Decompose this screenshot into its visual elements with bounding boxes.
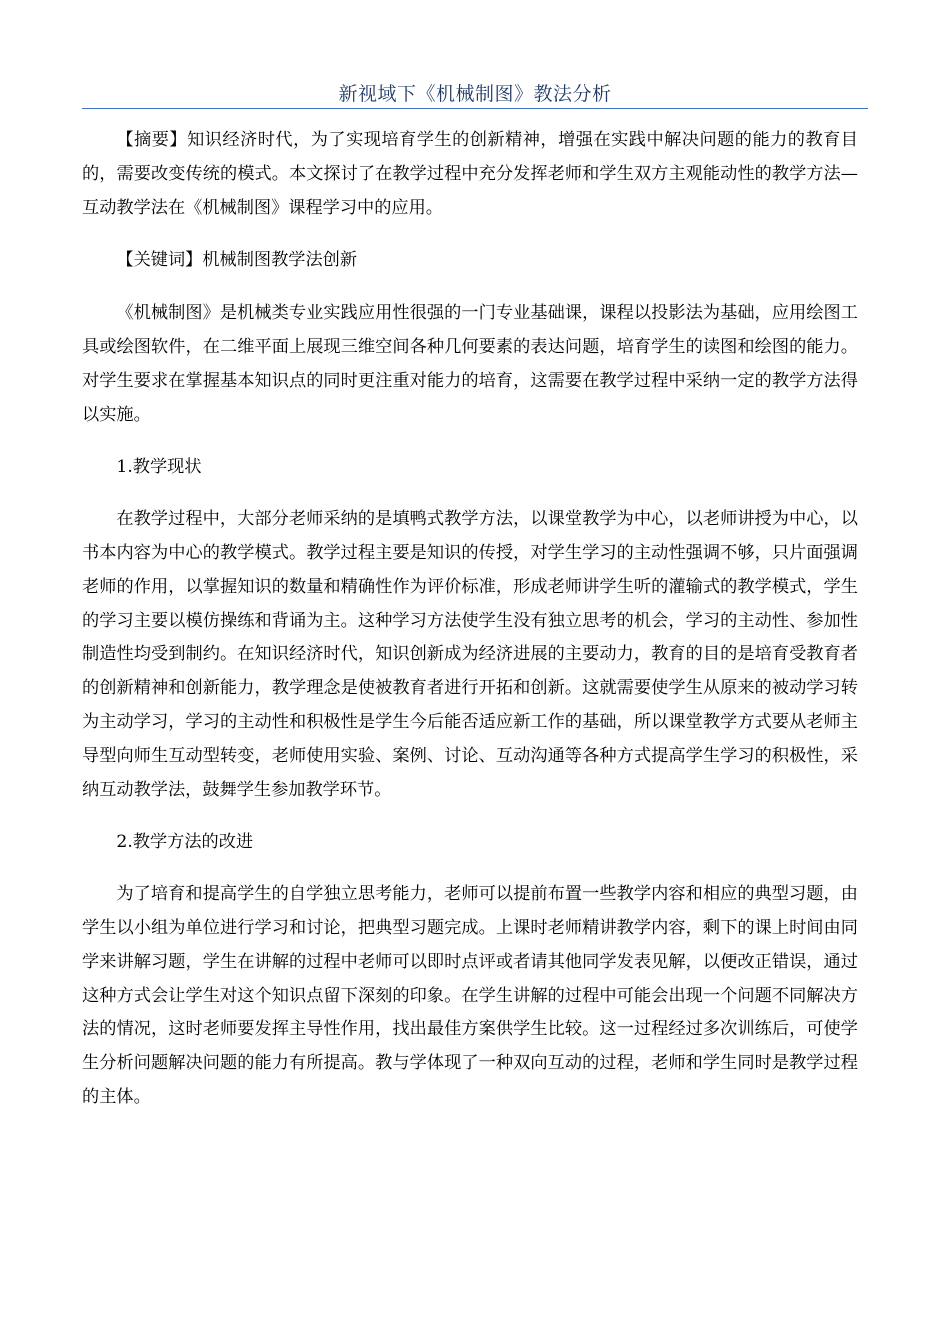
abstract-paragraph: 【摘要】知识经济时代，为了实现培育学生的创新精神，增强在实践中解决问题的能力的教育目的，需要改变传统的模式。本文探讨了在教学过程中充分发挥老师和学生双方主观能动性的教学方法—互动教学法在《机械制图》课程学习中的应用。 [82, 130, 858, 218]
section-2-heading: 2.教学方法的改进 [116, 832, 254, 853]
title-underline [82, 108, 868, 109]
keywords-paragraph: 【关键词】机械制图教学法创新 [116, 250, 358, 271]
intro-paragraph: 《机械制图》是机械类专业实践应用性很强的一门专业基础课，课程以投影法为基础，应用绘图工具或绘图软件，在二维平面上展现三维空间各种几何要素的表达问题，培育学生的读图和绘图的能力。对学生要求在掌握基本知识点的同时更注重对能力的培育，这需要在教学过程中采纳一定的教学方法得以实施。 [82, 303, 858, 425]
section-1-heading: 1.教学现状 [116, 457, 202, 478]
document-title: 新视域下《机械制图》教法分析 [338, 83, 612, 105]
section-2-paragraph: 为了培育和提高学生的自学独立思考能力，老师可以提前布置一些教学内容和相应的典型习题，由学生以小组为单位进行学习和讨论，把典型习题完成。上课时老师精讲教学内容，剩下的课上时间由同学来讲解习题，学生在讲解的过程中老师可以即时点评或者请其他同学发表见解，以便改正错误，通过这种方式会让学生对这个知识点留下深刻的印象。在学生讲解的过程中可能会出现一个问题不同解决方法的情况，这时老师要发挥主导性作用，找出最佳方案供学生比较。这一过程经过多次训练后，可使学生分析问题解决问题的能力有所提高。教与学体现了一种双向互动的过程，老师和学生同时是教学过程的主体。 [82, 884, 858, 1107]
document-body [82, 124, 858, 1134]
section-1-paragraph: 在教学过程中，大部分老师采纳的是填鸭式教学方法，以课堂教学为中心，以老师讲授为中心，以书本内容为中心的教学模式。教学过程主要是知识的传授，对学生学习的主动性强调不够，只片面强调老师的作用，以掌握知识的数量和精确性作为评价标准，形成老师讲学生听的灌输式的教学模式，学生的学习主要以模仿操练和背诵为主。这种学习方法使学生没有独立思考的机会，学习的主动性、参加性制造性均受到制约。在知识经济时代，知识创新成为经济进展的主要动力，教育的目的是培育受教育者的创新精神和创新能力，教学理念是使被教育者进行开拓和创新。这就需要使学生从原来的被动学习转为主动学习，学习的主动性和积极性是学生今后能否适应新工作的基础，所以课堂教学方式要从老师主导型向师生互动型转变，老师使用实验、案例、讨论、互动沟通等各种方式提高学生学习的积极性，采纳互动教学法，鼓舞学生参加教学环节。 [82, 509, 858, 800]
